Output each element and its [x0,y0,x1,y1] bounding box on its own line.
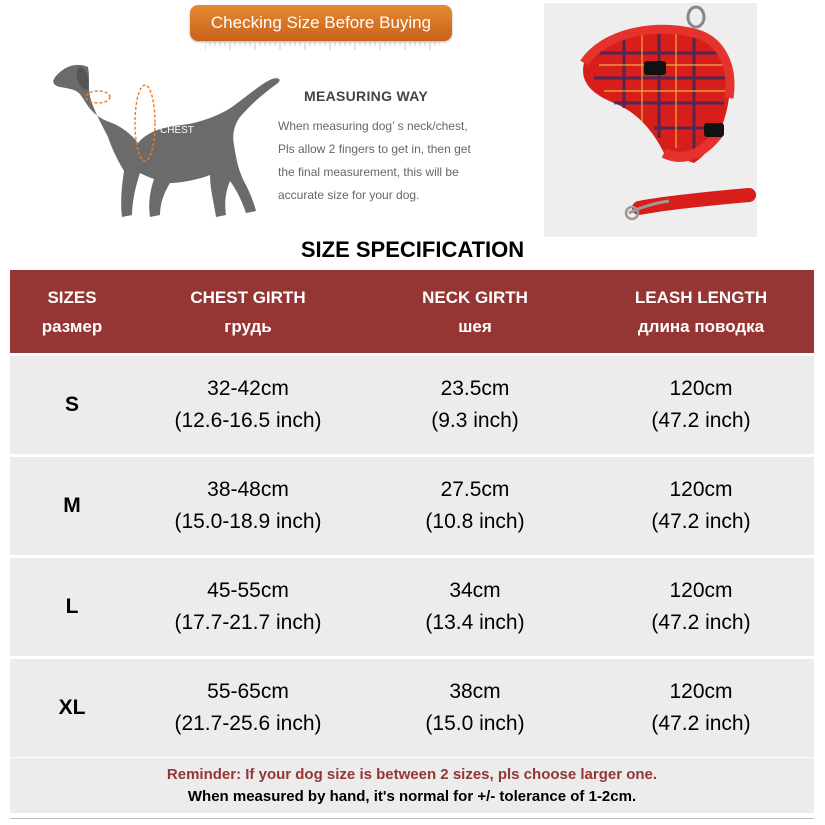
leash-cm: 120cm [669,579,733,602]
header-label-ru: размер [41,316,103,336]
chest-cm: 32-42cm [207,377,289,400]
leash-inch: (47.2 inch) [651,409,751,432]
chest-cell [134,356,362,454]
neck-label: NECK [103,104,131,115]
leash-cm: 120cm [669,377,733,400]
header-leash-length [588,270,814,353]
size-cell: S [64,393,79,416]
chest-cm: 45-55cm [207,579,289,602]
size-spec-title: SIZE SPECIFICATION [300,237,525,262]
chest-cell [134,457,362,555]
measuring-line: Pls allow 2 fingers to get in, then get [278,142,471,156]
neck-cm: 27.5cm [440,478,510,501]
leash-cm: 120cm [669,680,733,703]
header-sizes [10,270,134,353]
measuring-line: accurate size for your dog. [278,188,420,202]
table-row [10,457,814,555]
chest-inch: (15.0-18.9 inch) [174,510,322,533]
neck-cm: 34cm [449,579,501,602]
table-row [10,558,814,656]
size-table [10,270,814,757]
header-label-en: CHEST GIRTH [190,287,306,307]
header-label-ru: шея [458,316,492,336]
measuring-line: When measuring dog’ s neck/chest, [278,119,468,133]
neck-cell [362,457,588,555]
chest-cm: 38-48cm [207,478,289,501]
chest-cell [134,558,362,656]
header-neck-girth [362,270,588,353]
measuring-way-title: MEASURING WAY [304,88,428,104]
leash-inch: (47.2 inch) [651,510,751,533]
neck-cell [362,659,588,757]
leash-cell [588,457,814,555]
leash-cell [588,558,814,656]
divider [10,818,814,819]
leash-cm: 120cm [669,478,733,501]
neck-inch: (10.8 inch) [425,510,525,533]
neck-inch: (13.4 inch) [425,611,525,634]
neck-cell [362,356,588,454]
neck-inch: (9.3 inch) [431,409,519,432]
neck-cm: 23.5cm [440,377,510,400]
neck-cm: 38cm [449,680,501,703]
measuring-instructions [278,115,508,207]
table-row [10,356,814,454]
leash-cell [588,659,814,757]
dog-measure-illustration [50,45,295,230]
size-table-header [10,270,814,353]
neck-cell [362,558,588,656]
reminder-box [10,758,814,813]
chest-inch: (21.7-25.6 inch) [174,712,322,735]
size-cell: M [63,494,81,517]
chest-inch: (12.6-16.5 inch) [174,409,322,432]
table-row [10,659,814,757]
reminder-line: Reminder: If your dog size is between 2 sizes, pls choose larger one. [166,765,658,783]
neck-inch: (15.0 inch) [425,712,525,735]
header-chest-girth [134,270,362,353]
header-label-en: SIZES [47,287,97,307]
tolerance-note: When measured by hand, it's normal for +/- tolerance of 1-2cm. [187,787,637,805]
checking-size-label: Checking Size Before Buying [210,13,432,32]
header-label-ru: длина поводка [637,316,765,336]
leash-inch: (47.2 inch) [651,611,751,634]
chest-cm: 55-65cm [207,680,289,703]
leash-inch: (47.2 inch) [651,712,751,735]
header-label-en: NECK GIRTH [422,287,528,307]
leash-cell [588,356,814,454]
size-cell: XL [58,696,86,719]
measuring-line: the final measurement, this will be [278,165,459,179]
chest-inch: (17.7-21.7 inch) [174,611,322,634]
chest-cell [134,659,362,757]
checking-size-button [190,5,452,41]
header-label-ru: грудь [224,316,272,336]
size-cell: L [65,595,79,618]
header-label-en: LEASH LENGTH [634,287,768,307]
harness-product-photo [544,3,757,237]
banner [0,0,825,240]
chest-label: CHEST [160,125,194,136]
